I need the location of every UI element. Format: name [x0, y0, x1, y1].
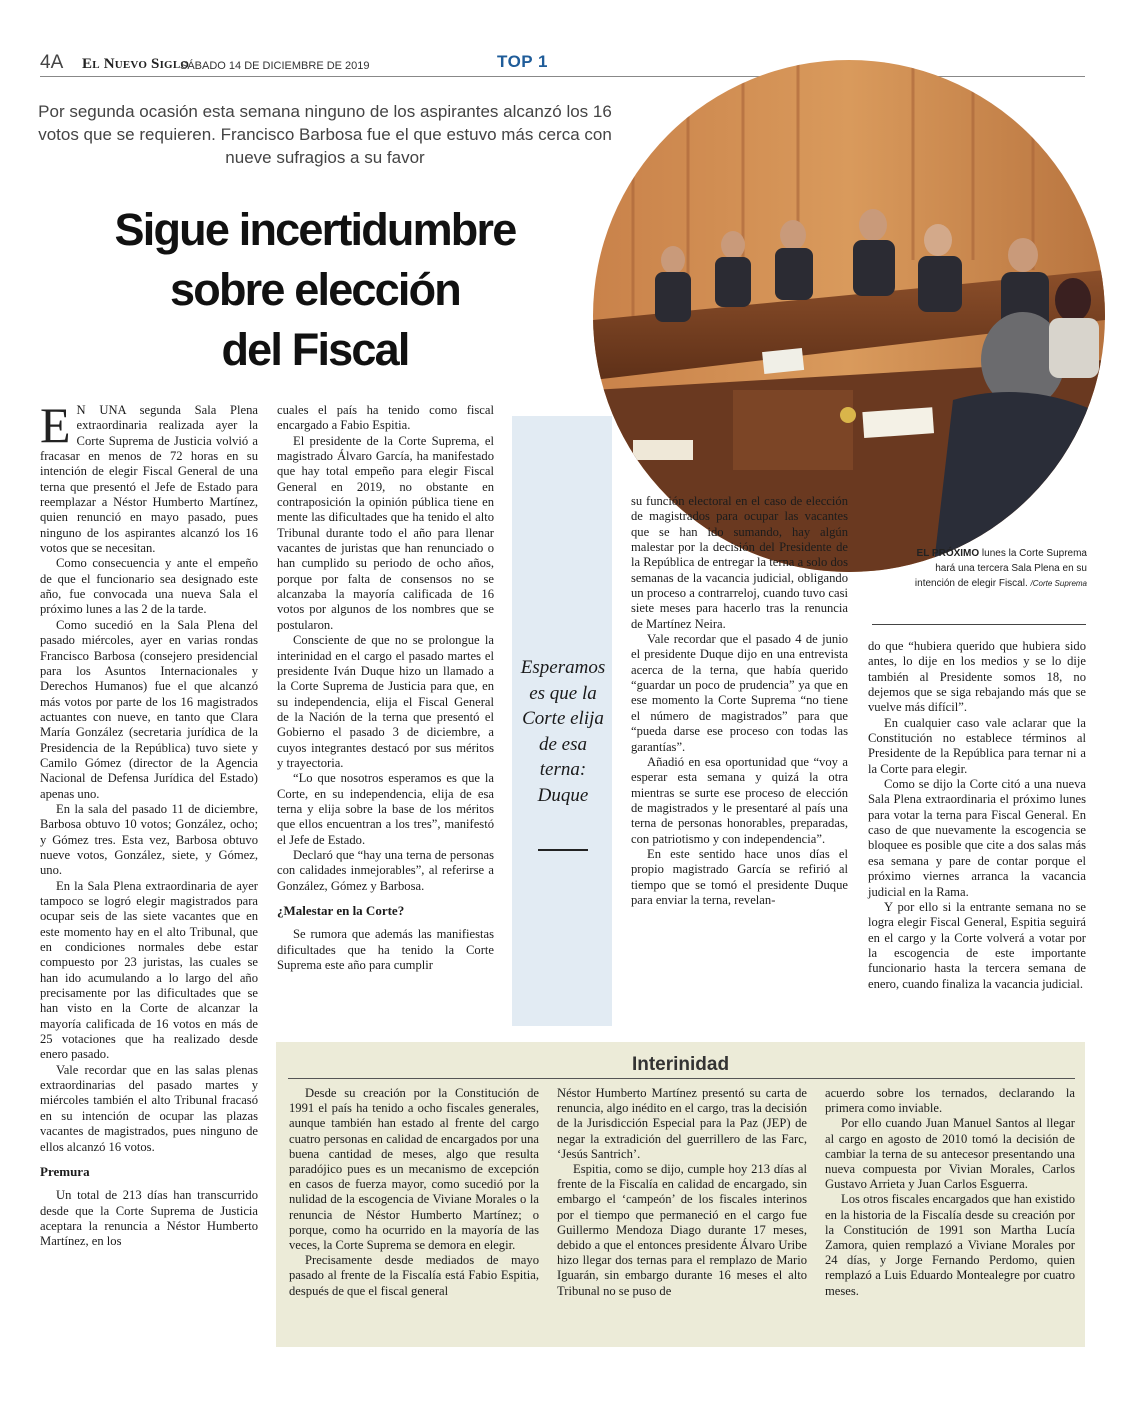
photo-caption	[905, 546, 1087, 591]
article-paragraph: En cualquier caso vale aclarar que la Constitución no establece términos al Presidente de la República para ternar ni a la Corte para elegir.	[868, 715, 1086, 776]
article-column-3	[631, 494, 848, 908]
article-paragraph: E N UNA segunda Sala Plena extraordinaria realizada ayer la Corte Suprema de Justicia volvió a fracasar en menos de 72 horas en su intención de elegir Fiscal General de una terna que presentó el Jefe de Estado para reemplazar a Néstor Humberto Martínez, quien renunció en mayo pasado, pues ninguno de los aspirantes alcanzó los 16 votos que se necesitan.	[40, 397, 258, 556]
sidebar-paragraph: Por ello cuando Juan Manuel Santos al llegar al cargo en agosto de 2010 tomó la decisión de cambiar la terna de su antecesor presentando una nueva compuesta por Vivian Morales, Carlos Gustavo Arrieta y Juan Carlos Esguerra.	[825, 1116, 1075, 1192]
headline-line-1: Sigue incertidumbre	[114, 204, 516, 255]
article-paragraph: Como se dijo la Corte citó a una nueva Sala Plena extraordinaria el próximo lunes para votar la terna para Fiscal General. En caso de que nuevamente la escogencia se bloquee es posible que cite a dos salas más esa semana y pare de contar porque el próximo viernes arranca la vacancia judicial en la Rama.	[868, 777, 1086, 899]
pull-quote-rule	[538, 849, 588, 851]
article-paragraph: do que “hubiera querido que hubiera sido antes, lo dije en los medios y se lo dije también al Presidente somos 18, no dejemos que se siga rebajando más que se vuelve más difícil”.	[868, 639, 1086, 715]
section-label: TOP 1	[497, 52, 549, 71]
article-paragraph: cuales el país ha tenido como fiscal encargado a Fabio Espitia.	[277, 403, 494, 433]
article-paragraph: Añadió en esa oportunidad que “voy a esperar esta semana y quizá la otra mientras se surte ese proceso de elección de magistrados y le presentaré al país una terna de personas honorables, preparadas, con patriotismo y con independencia”.	[631, 754, 848, 846]
sidebar-title: Interinidad	[631, 1054, 730, 1075]
sidebar-paragraph: Desde su creación por la Constitución de 1991 el país ha tenido a ocho fiscales generales, aunque también han estado al frente del cargo cuatro personas en calidad de encargados por una buena cantidad de meses, algo que resulta paradójico pues es un mecanismo de excepción en casos de fuerza mayor, como sucedió por la nulidad de la escogencia de Viviane Morales o la renuncia de Néstor Humberto Martínez; o porque, como ha ocurrido en la mayoría de las veces, la Corte Suprema se demora en elegir.	[289, 1086, 539, 1253]
article-paragraph: “Lo que nosotros esperamos es que la Corte, en su independencia, elija de esa terna y elija sobre la base de los méritos que ellos encuentran a los tres”, manifestó el Jefe de Estado.	[277, 771, 494, 847]
issue-date: SÁBADO 14 DE DICIEMBRE DE 2019	[180, 60, 370, 72]
article-column-2	[277, 403, 494, 973]
headline-line-2: sobre elección	[170, 264, 460, 315]
photo-credit: /Corte Suprema	[1030, 579, 1087, 588]
article-paragraph: El presidente de la Corte Suprema, el magistrado Álvaro García, ha manifestado que hay total empeño para elegir Fiscal General en 2019, no obstante en contraposición la opinión pública tiene en mente las dificultades que ha tenido el alto Tribunal durante todo el año para llenar vacantes de juristas que han renunciado o han cumplido su periodo de ocho años, porque por falta de consensos no se alcanzaba la mayoría calificada de 16 votos por algunos de los nombres que se postularon.	[277, 433, 494, 632]
article-paragraph: Vale recordar que en las salas plenas extraordinarias del pasado martes y miércoles también el alto Tribunal fracasó en su intención de ocupar las plazas vacantes de magistrados, pues ninguno de ellos alcanzó 16 votos.	[40, 1062, 258, 1154]
masthead-logo: El Nuevo Siglo	[82, 56, 190, 72]
article-paragraph: Vale recordar que el pasado 4 de junio el presidente Duque dijo en una entrevista acerca de la terna, que había querido “guardar un poco de prudencia” ya que en ese momento la Corte Suprema “no tiene el número de magistrados” para que “pueda darse ese proceso con todas las garantías”.	[631, 632, 848, 754]
caption-text: lunes la Corte Suprema hará una tercera Sala Plena en su intención de elegir Fiscal.	[914, 548, 1087, 589]
subheading-malestar: ¿Malestar en la Corte?	[277, 903, 405, 918]
article-paragraph: En la sala del pasado 11 de diciembre, Barbosa obtuvo 10 votos; González, ocho; y Gómez tres. Esta vez, Barbosa obtuvo nueve votos, González, siete, y Gómez, uno.	[40, 801, 258, 878]
article-paragraph: Y por ello si la entrante semana no se logra elegir Fiscal General, Espitia seguirá en el cargo y la Corte volverá a votar por la escogencia de este importante funcionario hasta la tercera semana de enero, cuando finaliza la vacancia judicial.	[868, 899, 1086, 991]
sidebar-paragraph: Los otros fiscales encargados que han existido en la historia de la Fiscalía desde su creación por la Constitución de 1991 son Martha Lucía Zamora, quien remplazó a Viviane Morales por 24 días, y Jorge Fernando Perdomo, quien remplazó a Luis Eduardo Montealegre por cuatro meses.	[825, 1192, 1075, 1298]
sidebar-paragraph: Néstor Humberto Martínez presentó su carta de renuncia, algo inédito en el cargo, tras la decisión de la Jurisdicción Especial para la Paz (JEP) de negar la extradición del guerrillero de las Farc, ‘Jesús Santrich’.	[557, 1086, 807, 1161]
subheading-premura: Premura	[40, 1163, 90, 1179]
page-number: 4A	[40, 52, 64, 73]
article-paragraph: Un total de 213 días han transcurrido desde que la Corte Suprema de Justicia aceptara la renuncia a Néstor Humberto Martínez, en los	[40, 1188, 258, 1249]
article-paragraph: su función electoral en el caso de elección de magistrados para ocupar las vacantes que se han ido sumando, hay algún malestar por la decisión del Presidente de la República de entregar la terna a solo dos semanas de la vacancia judicial, obligando un proceso a contrarreloj, cuando tuvo casi siete meses para hacerlo tras la renuncia de Martínez Neira.	[631, 494, 848, 631]
article-paragraph: Declaró que “hay una terna de personas con calidades inmejorables”, al referirse a González, Gómez y Barbosa.	[277, 847, 494, 893]
article-paragraph: Consciente de que no se prolongue la interinidad en el cargo el pasado martes el presidente Iván Duque hizo un llamado a la Corte Suprema de Justicia para que, en su independencia, elija el Fiscal General de la Nación de la terna que presentó el Gobierno el pasado 3 de diciembre, a cuyos integrantes destacó por sus méritos y trayectoria.	[277, 633, 494, 770]
sidebar-paragraph: Precisamente desde mediados de mayo pasado al frente de la Fiscalía está Fabio Espitia, después de que el fiscal general	[289, 1253, 539, 1298]
article-paragraph: Se rumora que además las manifiestas dificultades que ha tenido la Corte Suprema este año para cumplir	[277, 927, 494, 973]
sidebar-rule	[288, 1078, 1075, 1079]
sidebar-column-3	[825, 1086, 1075, 1299]
article-column-4	[868, 639, 1086, 992]
drop-cap: E	[40, 397, 71, 453]
caption-rule	[872, 624, 1086, 625]
article-paragraph: En la Sala Plena extraordinaria de ayer tampoco se logró elegir magistrados para ocupar seis de las siete vacantes que en este momento hay en el alto Tribunal, que en condiciones normales debe estar compuesto por 23 juristas, las cuales se han ido acumulando a lo largo del año precisamente por las dificultades que se han visto en la Corte de alcanzar la mayoría calificada de 16 votos en más de 25 votaciones que ha realizado desde enero pasado.	[40, 878, 258, 1062]
sidebar-column-2	[557, 1086, 807, 1299]
article-headline	[60, 200, 570, 380]
article-paragraph: Como consecuencia y ante el empeño de que el funcionario sea designado este año, fue convocada una nueva Sala el próximo lunes a las 2 de la tarde.	[40, 556, 258, 617]
article-paragraph: Como sucedió en la Sala Plena del pasado miércoles, ayer en varias rondas Francisco Barbosa (consejero presidencial para los Asuntos Internacionales y Derechos Humanos) fue el que alcanzó más votos por parte de los 16 magistrados actuantes con nueve, en tanto que Clara María González (secretaria jurídica de la Presidencia de la República) tuvo siete y Camilo Gómez (director de la Agencia Nacional de Defensa Jurídica del Estado) apenas uno.	[40, 617, 258, 801]
article-subhead: Por segunda ocasión esta semana ninguno de los aspirantes alcanzó los 16 votos que se requieren. Francisco Barbosa fue el que estuvo más cerca con nueve sufragios a su favor	[38, 102, 612, 167]
pull-quote: Esperamos es que la Corte elija de esa terna: Duque	[520, 657, 606, 806]
sidebar-paragraph: Espitia, como se dijo, cumple hoy 213 días al frente de la Fiscalía en calidad de encargado, sin embargo el ‘campeón’ de los fiscales interinos por el tiempo que permaneció en el cargo fue Guillermo Mendoza Diago durante 17 meses, debido a que el entonces presidente Álvaro Uribe hizo llegar dos ternas para el remplazo de Mario Iguarán, sin embargo durante 16 meses el alto Tribunal no se puso de	[557, 1162, 807, 1298]
sidebar-column-1	[289, 1086, 539, 1299]
headline-line-3: del Fiscal	[221, 324, 409, 375]
article-paragraph: En este sentido hace unos días el propio magistrado García se refirió al tiempo que se tomó el presidente Duque para enviar la terna, revelan-	[631, 846, 848, 907]
caption-lead: EL PRÓXIMO	[916, 548, 980, 559]
sidebar-paragraph: acuerdo sobre los ternados, declarando la primera como inviable.	[825, 1086, 1075, 1116]
article-column-1	[40, 397, 258, 1250]
